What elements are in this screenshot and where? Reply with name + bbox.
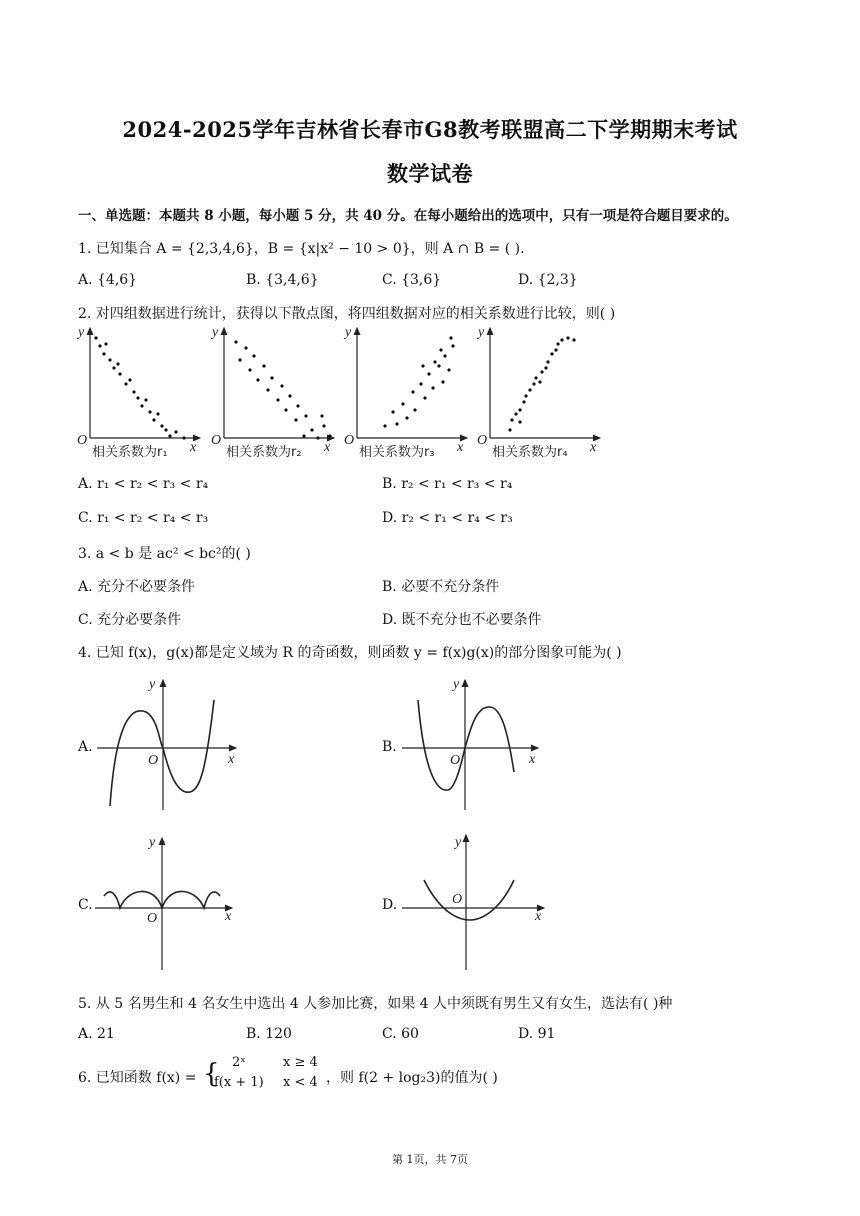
- scatter-origin: O: [77, 433, 88, 448]
- scatter-y-label: y: [478, 325, 485, 340]
- graph-b-x-label: x: [529, 752, 536, 767]
- graph-c-origin: O: [147, 911, 158, 926]
- page-title: 2024-2025学年吉林省长春市G8教考联盟高二下学期期末考试: [122, 117, 738, 142]
- scatter-caption: 相关系数为r₂: [226, 445, 302, 460]
- question-5-stem: 5. 从 5 名男生和 4 名女生中选出 4 人参加比赛，如果 4 人中须既有男生又有女生，选法有( )种: [78, 996, 673, 1012]
- q5-option-a: A. 21: [78, 1026, 115, 1042]
- q4-option-d: D.: [382, 897, 398, 913]
- graph-c-y-label: y: [149, 835, 156, 850]
- page-footer: 第 1页，共 7页: [392, 1153, 468, 1166]
- graph-d-origin: O: [452, 892, 463, 907]
- q2-option-c: C. r₁ < r₂ < r₄ < r₃: [78, 510, 209, 526]
- q3-option-a: A. 充分不必要条件: [78, 579, 196, 595]
- piecewise-cond-2: x < 4: [283, 1075, 318, 1090]
- q1-option-a: A. {4,6}: [78, 272, 138, 288]
- scatter-y-label: y: [212, 325, 219, 340]
- scatter-x-label: x: [590, 440, 597, 455]
- graph-a-y-label: y: [149, 677, 156, 692]
- question-1-stem: 1. 已知集合 A = {2,3,4,6}，B = {x|x² − 10 > 0}，则 A ∩ B = ( ).: [78, 241, 525, 257]
- q2-option-d: D. r₂ < r₁ < r₄ < r₃: [382, 510, 513, 526]
- q3-option-b: B. 必要不充分条件: [382, 579, 500, 595]
- piecewise-cond-1: x ≥ 4: [283, 1055, 318, 1070]
- graph-c-x-label: x: [225, 909, 232, 924]
- q1-option-d: D. {2,3}: [518, 272, 578, 288]
- scatter-y-label: y: [78, 325, 85, 340]
- question-3-stem: 3. a < b 是 ac² < bc²的( ): [78, 546, 251, 562]
- graph-b: [402, 677, 538, 810]
- q4-option-b: B.: [382, 739, 397, 755]
- scatter-origin: O: [211, 433, 222, 448]
- scatter-caption: 相关系数为r₁: [92, 445, 168, 460]
- q4-option-a: A.: [78, 739, 93, 755]
- graph-d-y-label: y: [455, 835, 462, 850]
- scatter-caption: 相关系数为r₃: [359, 445, 435, 460]
- question-6-stem-suffix: ，则 f(2 + log₂3)的值为( ): [326, 1070, 498, 1086]
- q2-option-b: B. r₂ < r₁ < r₃ < r₄: [382, 476, 513, 492]
- q1-option-b: B. {3,4,6}: [246, 272, 319, 288]
- graph-b-origin: O: [450, 753, 461, 768]
- piecewise-case-2: f(x + 1): [214, 1075, 264, 1090]
- scatter-x-label: x: [457, 440, 464, 455]
- scatter-caption: 相关系数为r₄: [492, 445, 568, 460]
- scatter-x-label: x: [190, 440, 197, 455]
- graph-d-x-label: x: [535, 909, 542, 924]
- piecewise-brace: {: [203, 1059, 220, 1089]
- scatter-x-label: x: [324, 440, 331, 455]
- q5-option-b: B. 120: [246, 1026, 292, 1042]
- page-subtitle: 数学试卷: [387, 161, 473, 186]
- question-6-stem-prefix: 6. 已知函数 f(x) =: [78, 1070, 197, 1086]
- piecewise-case-1: 2ˣ: [232, 1055, 246, 1070]
- graph-a-x-label: x: [228, 752, 235, 767]
- scatter-origin: O: [477, 433, 488, 448]
- graph-a: [97, 677, 236, 810]
- q5-option-d: D. 91: [518, 1026, 556, 1042]
- graph-d: [402, 835, 544, 970]
- question-2-stem: 2. 对四组数据进行统计，获得以下散点图，将四组数据对应的相关系数进行比较，则( ): [78, 306, 616, 322]
- q3-option-d: D. 既不充分也不必要条件: [382, 612, 542, 628]
- graph-b-y-label: y: [453, 677, 460, 692]
- scatter-y-label: y: [345, 325, 352, 340]
- q2-option-a: A. r₁ < r₂ < r₃ < r₄: [78, 476, 209, 492]
- graph-a-origin: O: [148, 753, 159, 768]
- scatter-origin: O: [344, 433, 355, 448]
- q1-option-c: C. {3,6}: [382, 272, 442, 288]
- q5-option-c: C. 60: [382, 1026, 419, 1042]
- section-heading: 一、单选题：本题共 8 小题，每小题 5 分，共 40 分。在每小题给出的选项中，只有一项是符合题目要求的。: [78, 208, 738, 224]
- graph-c: [95, 835, 232, 970]
- question-4-stem: 4. 已知 f(x)，g(x)都是定义域为 R 的奇函数，则函数 y = f(x)g(x)的部分图象可能为( ): [78, 645, 622, 661]
- q4-option-c: C.: [78, 897, 93, 913]
- q3-option-c: C. 充分必要条件: [78, 612, 182, 628]
